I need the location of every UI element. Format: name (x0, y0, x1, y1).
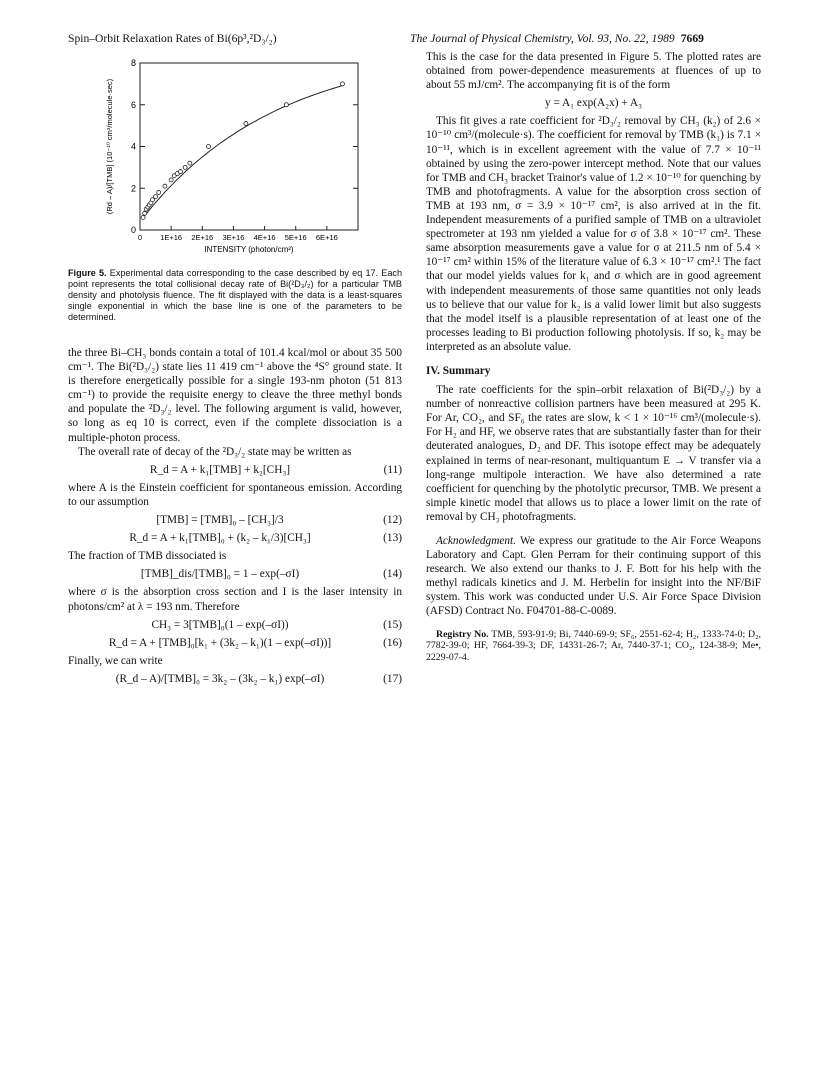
equation-text: R_d = A + k₁[TMB] + k₂[CH₃] (149, 463, 291, 476)
y-axis-label: (Rd – A)/[TMB] (10⁻¹⁰ cm³/molecule·sec) (105, 78, 114, 215)
x-tick-label: 0 (137, 233, 143, 242)
figure-caption-text: Experimental data corresponding to the case described by eq 17. Each point represents the total collisional decay rate of Bi(²D₃/₂) for a particular TMB density and photolysis fluence. The fit displayed with the data is a least-squares single exponential in which the base line is one of the parameters to be determined. (68, 268, 402, 322)
equation-number: (12) (383, 514, 402, 527)
paragraph: This fit gives a rate coefficient for ²D₃/₂ removal by CH₃ (k₂) of 2.6 × 10⁻¹⁰ cm³/(molecule·s). The coefficient for removal by TMB (k₁) is 7.1 × 10⁻¹¹, which is in excellent agreement with the value of 7.7 × 10⁻¹¹ obtained by using the zero-power intercept method. Note that our values for TMB and CH₃ bracket Trainor's value of 1.2 × 10⁻¹⁰ for quenching by TMB and photofragments. A value for the absorption cross section of TMB at 193 nm, σ = 3.9 × 10⁻¹⁷ cm², is also arrived at in the fit. Independent measurements of a purified sample of TMB on a ultraviolet spectrometer at 193 nm yielded a value for σ of 3.8 × 10⁻¹⁷ cm². These same absorption measurements gave a value for σ at 211.5 nm of 5.4 × 10⁻¹⁷ cm² within 15% of the literature value of 6.3 × 10⁻¹⁷ cm².¹ The fact that our model yields values for k₁ and σ which are in good agreement with independent measurements of those same quantities not only leads us to believe that our value for k₂ is a valid lower limit but also suggests that the model itself is a plausible representation of at least one of the processes leading to Bi production following photolysis. If so, k₂ may be interpreted as an absolute value. (426, 115, 761, 353)
y-tick-label: 2 (130, 183, 136, 194)
equation-number: (14) (383, 568, 402, 581)
acknowledgment-label: Acknowledgment. (436, 535, 516, 547)
data-point (154, 195, 158, 199)
data-point (244, 122, 248, 126)
plot-frame (140, 63, 358, 230)
x-tick-label: 1E+16 (160, 233, 183, 242)
equation-number: (11) (383, 463, 402, 476)
section-heading: IV. Summary (426, 364, 491, 377)
paragraph: Finally, we can write (68, 654, 163, 667)
fit-curve (143, 86, 343, 219)
data-point (207, 145, 211, 149)
equation-number: (15) (383, 618, 402, 631)
equation-text: R_d = A + k₁[TMB]₀ + (k₂ – k₁/3)[CH₃] (129, 532, 311, 545)
acknowledgment-text: We express our gratitude to the Air Force Weapons Laboratory and Capt. Glen Perram for their continuing support of this research. We also extend our thanks to J. F. Bott for his help with the methyl radicals kinetics and J. M. Herbelin for insight into the NF/BiF system. This work was conducted under U.S. Air Force Space Division (AFSD) Contract No. F04701-88-C-0089. (426, 535, 761, 618)
data-point (169, 178, 173, 182)
data-point (183, 165, 187, 169)
x-tick-label: 4E+16 (253, 233, 276, 242)
x-axis-label: INTENSITY (photon/cm²) (204, 245, 294, 254)
data-point (188, 161, 192, 165)
equation-text: R_d = A + [TMB]₀[k₁ + (3k₂ – k₁)(1 – exp(–σI))] (108, 636, 332, 649)
page-number: 7669 (680, 32, 704, 45)
equation-11 (68, 463, 402, 477)
paragraph: The fraction of TMB dissociated is (68, 550, 227, 563)
x-tick-label: 2E+16 (191, 233, 214, 242)
equation-number: (17) (383, 672, 402, 685)
journal-header (410, 32, 704, 45)
journal-citation: The Journal of Physical Chemistry, Vol. 93, No. 22, 1989 (410, 32, 675, 45)
x-tick-label: 3E+16 (222, 233, 245, 242)
right-column (426, 50, 761, 663)
registry-text: TMB, 593-91-9; Bi, 7440-69-9; SF₆, 2551-62-4; H₂, 1333-74-0; D₂, 7782-39-0; HF, 7664-39-3; DF, 14331-26-7; Ar, 7440-37-1; CO₂, 124-38-9; Me•, 2229-07-4. (426, 628, 761, 663)
data-point (157, 190, 161, 194)
figure-5-chart (80, 55, 380, 260)
left-column (68, 346, 402, 690)
data-point (340, 82, 344, 86)
equation-13 (68, 531, 402, 545)
equation-text: CH₃ = 3[TMB]₀(1 – exp(–σI)) (151, 618, 289, 631)
data-point (143, 211, 147, 215)
registry-numbers (426, 629, 761, 664)
data-point (163, 184, 167, 188)
paragraph: This is the case for the data presented in Figure 5. The plotted rates are obtained from power-dependence measurements at fluences of up to about 55 mJ/cm². The accompanying fit is of the form (426, 51, 761, 92)
equation-text: [TMB] = [TMB]₀ – [CH₃]/3 (156, 514, 284, 527)
x-tick-label: 6E+16 (315, 233, 338, 242)
data-point (150, 198, 154, 202)
y-tick-label: 4 (130, 141, 136, 152)
equation-number: (13) (383, 532, 402, 545)
y-tick-label: 0 (130, 225, 136, 235)
y-tick-label: 6 (130, 99, 136, 110)
equation-14 (68, 567, 402, 581)
equation-15 (68, 618, 402, 632)
data-point (284, 103, 288, 107)
acknowledgment (426, 534, 761, 619)
paragraph: the three Bi–CH₃ bonds contain a total of 101.4 kcal/mol or about 35 500 cm⁻¹. The Bi(²D₃/₂) state lies 11 419 cm⁻¹ above the ⁴S° ground state. It is therefore energetically possible for a single 193-nm photon (51 813 cm⁻¹) to provide the requisite energy to cleave the three methyl bonds and populate the ²D₃/₂ level. The following argument is valid, however, so long as eq 10 is correct, even if the complete dissociation is a multiple-photon process. (68, 347, 402, 444)
y-tick-label: 8 (130, 58, 136, 68)
paragraph: where σ is the absorption cross section and I is the laser intensity in photons/cm² at λ = 193 nm. Therefore (68, 586, 402, 613)
equation-17 (68, 672, 402, 686)
running-header-title: Spin–Orbit Relaxation Rates of Bi(6p³,²D₃/₂) (68, 32, 277, 45)
figure-caption-label: Figure 5. (68, 268, 107, 278)
data-point (178, 170, 182, 174)
equation-16 (68, 636, 402, 650)
equation-number: (16) (383, 636, 402, 649)
paragraph: where A is the Einstein coefficient for spontaneous emission. According to our assumption (68, 481, 402, 508)
paragraph: The overall rate of decay of the ²D₃/₂ state may be written as (78, 445, 352, 458)
equation-text: (R_d – A)/[TMB]₀ = 3k₂ – (3k₂ – k₁) exp(–σI) (115, 672, 325, 685)
figure-caption (68, 268, 402, 323)
equation-text: [TMB]_dis/[TMB]₀ = 1 – exp(–σI) (140, 568, 300, 581)
registry-label: Registry No. (436, 628, 489, 640)
x-tick-label: 5E+16 (284, 233, 307, 242)
data-point (141, 215, 145, 219)
equation-text: y = A₁ exp(A₂x) + A₃ (544, 97, 643, 110)
equation-12 (68, 513, 402, 527)
paragraph: The rate coefficients for the spin–orbit relaxation of Bi(²D₃/₂) by a number of nonreactive collision partners have been measured at 295 K. For Ar, CO₂, and SF₆ the rates are slow, k < 1 × 10⁻¹⁶ cm³/(molecule·s). For H₂ and HF, we observe rates that are substantially faster than for their deuterated analogues, D₂ and DF. This isotope effect may be adequately explained in terms of near-resonant, multiquantum E → V transfer via a long-range multipole interaction. We have also determined a rate coefficient for quenching by the photolytic precursor, TMB. We present a simple kinetic model that allows us to place a lower limit on the rate of removal by CH₃ photofragments. (426, 384, 761, 523)
fit-equation (426, 96, 761, 110)
